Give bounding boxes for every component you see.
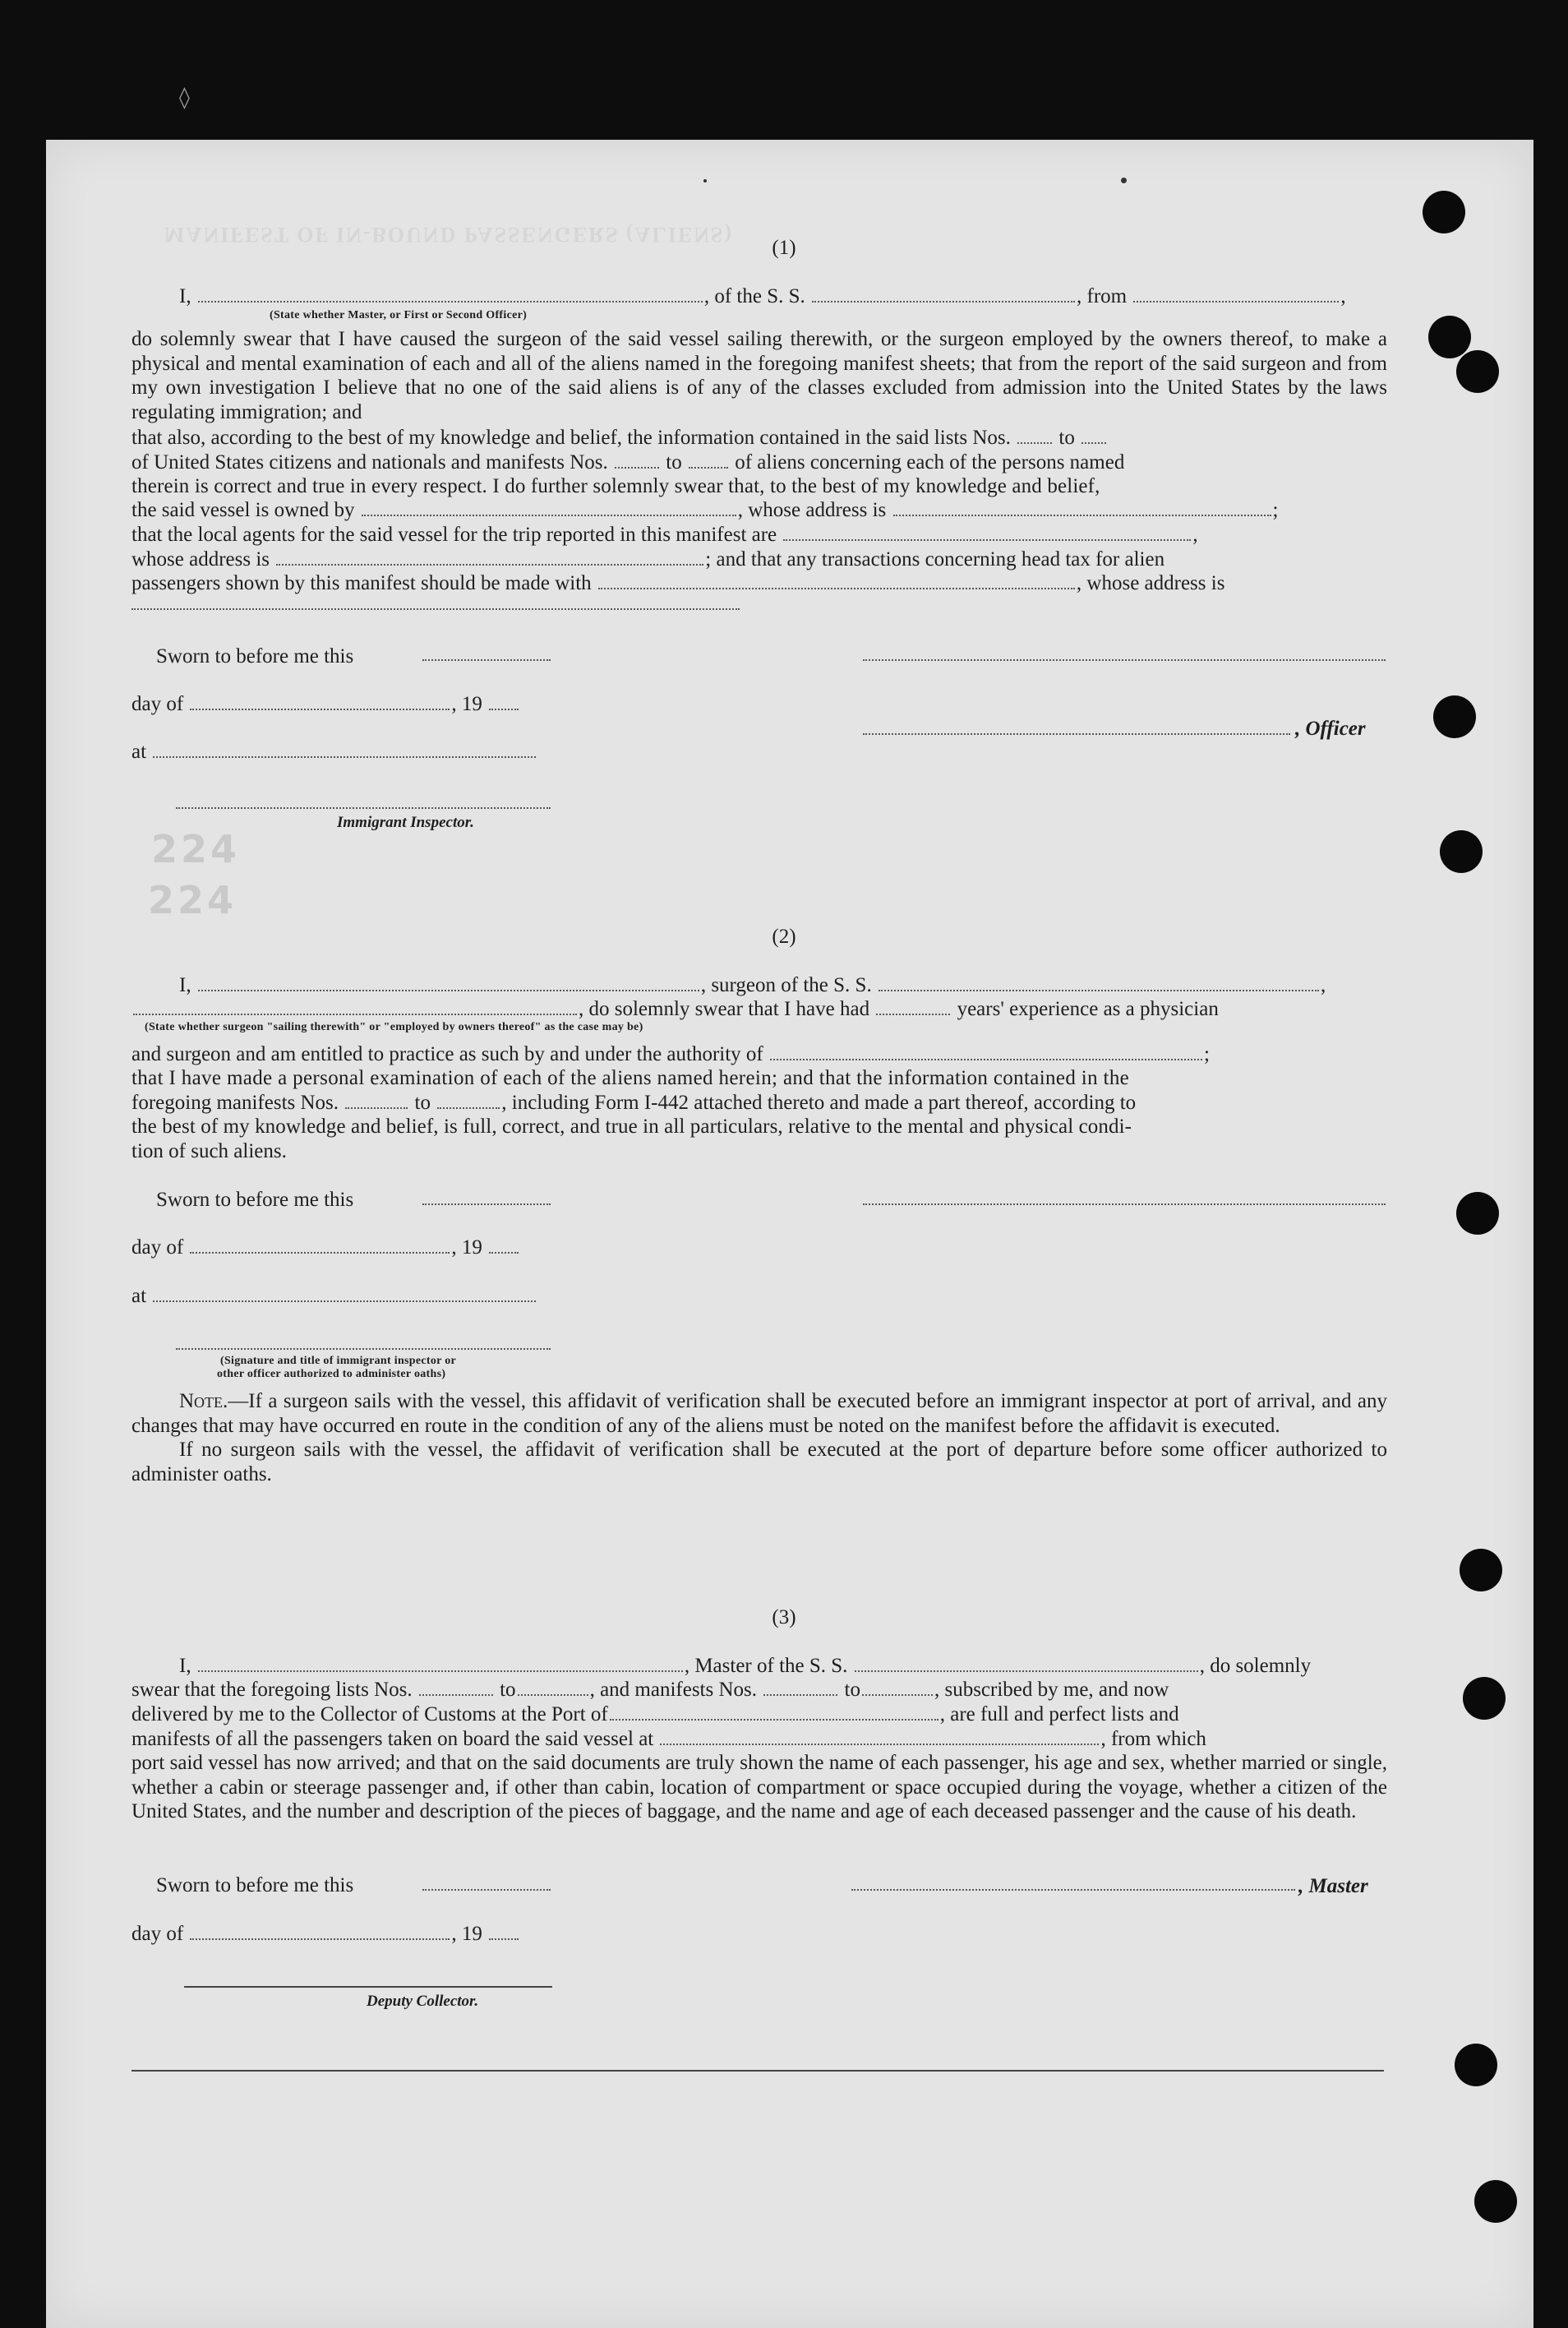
note-paragraph: Note.—If a surgeon sails with the vessel, this affidavit of verification shall be executed before an immigrant inspector at port of arrival, and any changes that may have occurred en route in the condition of any of the aliens must be noted on the manifest before the affidavit is executed. If no surgeon sails with the vessel, the affidavit of verification shall be executed at the port of departure before some officer authorized to administer oaths. xyxy=(131,1390,1387,1485)
section-2-line-3: and surgeon and am entitled to practice as such by and under the authority of ; xyxy=(131,1043,1210,1065)
section-2-line-2: , do solemnly swear that I have had years' experience as a physician xyxy=(131,997,1219,1021)
s3-day-of-label: day of , 19 xyxy=(131,1922,520,1946)
binder-hole-icon xyxy=(1440,830,1483,873)
note-label: Note. xyxy=(179,1390,228,1412)
owner-address-field[interactable] xyxy=(893,500,1271,516)
stamp-number: 224 xyxy=(148,878,238,922)
local-agents-field[interactable] xyxy=(783,524,1191,541)
s2-at-label: at xyxy=(131,1284,537,1308)
section-1-heading: (1) xyxy=(772,237,796,259)
manifests-from-field[interactable] xyxy=(615,452,659,469)
practice-authority-field[interactable] xyxy=(770,1044,1202,1060)
agents-address-field[interactable] xyxy=(276,549,703,566)
section-2-line-1: I, , surgeon of the S. S. , xyxy=(179,974,1326,996)
section-3-body: port said vessel has now arrived; and that on the said documents are truly shown the name of each passenger, his age and sex, whether married or single, whether a cabin or steerage passenger and, if other than cabin, location of compartment or space occupied during the voyage, whether a citizen of the United States, and the number and description of the pieces of baggage, and the name and age of each deceased passenger and the cause of his death. xyxy=(131,1752,1387,1823)
s3-year-field[interactable] xyxy=(489,1924,519,1940)
surgeon-status-caption: (State whether surgeon "sailing therewith" or "employed by owners thereof" as the case may be) xyxy=(145,1021,643,1033)
section-2-line-6: the best of my knowledge and belief, is full, correct, and true in all particulars, relative to the mental and physical condi- xyxy=(131,1116,1132,1138)
officer-title-caption: (State whether Master, or First or Second Officer) xyxy=(270,309,528,321)
s2-day-of-month-field[interactable] xyxy=(190,1237,450,1254)
s3-day-of-month-field[interactable] xyxy=(190,1924,450,1940)
section-1-headtax-line: passengers shown by this manifest should be made with , whose address is xyxy=(131,572,1225,594)
binder-hole-icon xyxy=(1433,695,1476,738)
section-3-line-1: I, , Master of the S. S. , do solemnly xyxy=(179,1655,1312,1677)
s3-sworn-day-field[interactable] xyxy=(422,1889,551,1891)
collector-signature-field[interactable] xyxy=(184,1986,552,1988)
s3-sworn-label: Sworn to before me this xyxy=(156,1874,354,1896)
binder-hole-icon xyxy=(1463,1677,1506,1720)
years-experience-field[interactable] xyxy=(876,999,950,1015)
surgeon-status-field[interactable] xyxy=(133,999,577,1015)
head-tax-contact-field[interactable] xyxy=(598,573,1075,589)
sworn-day-field[interactable] xyxy=(422,659,551,661)
binder-hole-icon xyxy=(1455,2044,1497,2086)
section-2-line-5: foregoing manifests Nos. to , including Form I-442 attached thereto and made a part thereof, according to xyxy=(131,1092,1137,1114)
s2-sworn-day-field[interactable] xyxy=(422,1203,551,1205)
s2-at-place-field[interactable] xyxy=(153,1286,536,1302)
binder-hole-icon xyxy=(1460,1549,1502,1591)
section-3-heading: (3) xyxy=(772,1606,796,1628)
surgeon-name-field[interactable] xyxy=(198,975,699,991)
binder-hole-icon xyxy=(1456,350,1499,393)
signature-caption-line-1: (Signature and title of immigrant inspector or xyxy=(220,1355,457,1367)
s2-sworn-label: Sworn to before me this xyxy=(156,1189,354,1211)
master-name-field[interactable] xyxy=(198,1656,683,1672)
s3-manifests-to-field[interactable] xyxy=(862,1679,933,1696)
surgeon-signature-field[interactable] xyxy=(863,1203,1386,1205)
section-2-heading: (2) xyxy=(772,926,796,948)
section-1-owner-line: the said vessel is owned by , whose address is ; xyxy=(131,499,1279,521)
binder-hole-icon xyxy=(1456,1192,1499,1235)
officer-name-field[interactable] xyxy=(863,733,1290,735)
from-port-field[interactable] xyxy=(1133,286,1339,303)
section-1-body: do solemnly swear that I have caused the surgeon of the said vessel sailing therewith, or the surgeon employed by the owners thereof, to make a physical and mental examination of each and all of the aliens named in the foregoing manifest sheets; that from the report of the said surgeon and from my own investigation I believe that no one of the said aliens is of any of the classes excluded from admission into the United States by the laws regulating immigration; and xyxy=(131,328,1387,423)
signature-caption-line-2: other officer authorized to administer oaths) xyxy=(217,1368,446,1380)
owner-field[interactable] xyxy=(362,500,736,516)
speck-icon xyxy=(1121,178,1127,183)
master-signature-field[interactable] xyxy=(851,1889,1295,1891)
s3-manifests-from-field[interactable] xyxy=(763,1679,837,1696)
lists-to-field[interactable] xyxy=(1081,427,1106,444)
section-1-line-therein: therein is correct and true in every respect. I do further solemnly swear that, to the best of my knowledge and belief, xyxy=(131,475,1100,497)
s3-lists-from-field[interactable] xyxy=(419,1679,493,1696)
s2-year-field[interactable] xyxy=(489,1237,519,1254)
s2-manifests-from-field[interactable] xyxy=(345,1092,408,1109)
day-of-month-field[interactable] xyxy=(190,694,450,710)
embark-port-field[interactable] xyxy=(660,1729,1099,1745)
officer-signature-field[interactable] xyxy=(863,659,1386,661)
lists-from-field[interactable] xyxy=(1017,427,1052,444)
stamp-number: 224 xyxy=(151,827,241,871)
year-field[interactable] xyxy=(489,694,519,710)
master-label: , Master xyxy=(1298,1875,1368,1897)
surgeon-vessel-field[interactable] xyxy=(879,975,1319,991)
inspector-signature-field[interactable] xyxy=(176,807,551,809)
section-2-line-7: tion of such aliens. xyxy=(131,1140,287,1162)
section-1-agents-line: that the local agents for the said vessel for the trip reported in this manifest are , xyxy=(131,524,1198,546)
sworn-label: Sworn to before me this xyxy=(156,645,354,667)
section-1-address-line: whose address is ; and that any transactions concerning head tax for alien xyxy=(131,548,1165,570)
s3-lists-to-field[interactable] xyxy=(518,1679,588,1696)
ghost-header-text: MANIFEST OF IN-BOUND PASSENGERS (ALIENS) xyxy=(164,223,734,247)
section-1-line-1: I, , of the S. S. , from , xyxy=(179,285,1346,307)
section-1-manifests-line: of United States citizens and nationals and manifests Nos. to of aliens concerning each of the persons named xyxy=(131,451,1125,473)
section-2-line-4: that I have made a personal examination of each of the aliens named herein; and that the information contained in the xyxy=(131,1067,1130,1089)
officer-label: , Officer xyxy=(1295,718,1366,740)
s2-inspector-signature-field[interactable] xyxy=(176,1348,551,1350)
section-3-line-2: swear that the foregoing lists Nos. to , and manifests Nos. to , subscribed by me, and now xyxy=(131,1679,1169,1701)
at-label: at xyxy=(131,740,537,764)
head-tax-address-field[interactable] xyxy=(131,608,740,610)
section-3-line-3: delivered by me to the Collector of Customs at the Port of , are full and perfect lists and xyxy=(131,1703,1179,1725)
section-3-line-4: manifests of all the passengers taken on board the said vessel at , from which xyxy=(131,1728,1206,1750)
speck-icon xyxy=(703,179,707,182)
section-1-lists-line: that also, according to the best of my knowledge and belief, the information contained in the said lists Nos. to xyxy=(131,426,1108,450)
binder-hole-icon xyxy=(1474,2180,1517,2223)
deputy-collector-label: Deputy Collector. xyxy=(367,1993,479,2010)
port-field[interactable] xyxy=(610,1704,938,1721)
immigrant-inspector-label: Immigrant Inspector. xyxy=(337,814,474,831)
bottom-divider xyxy=(131,2070,1384,2072)
s2-manifests-to-field[interactable] xyxy=(437,1092,500,1109)
corner-mark-icon: ◊ xyxy=(179,85,190,110)
vessel-name-field[interactable] xyxy=(812,286,1075,303)
officer-title-field[interactable] xyxy=(198,286,703,303)
binder-hole-icon xyxy=(1428,316,1471,358)
s3-vessel-field[interactable] xyxy=(855,1656,1198,1672)
day-of-label: day of , 19 xyxy=(131,692,520,716)
at-place-field[interactable] xyxy=(153,741,536,758)
manifests-to-field[interactable] xyxy=(689,452,728,469)
s2-day-of-label: day of , 19 xyxy=(131,1236,520,1259)
binder-hole-icon xyxy=(1423,191,1465,233)
